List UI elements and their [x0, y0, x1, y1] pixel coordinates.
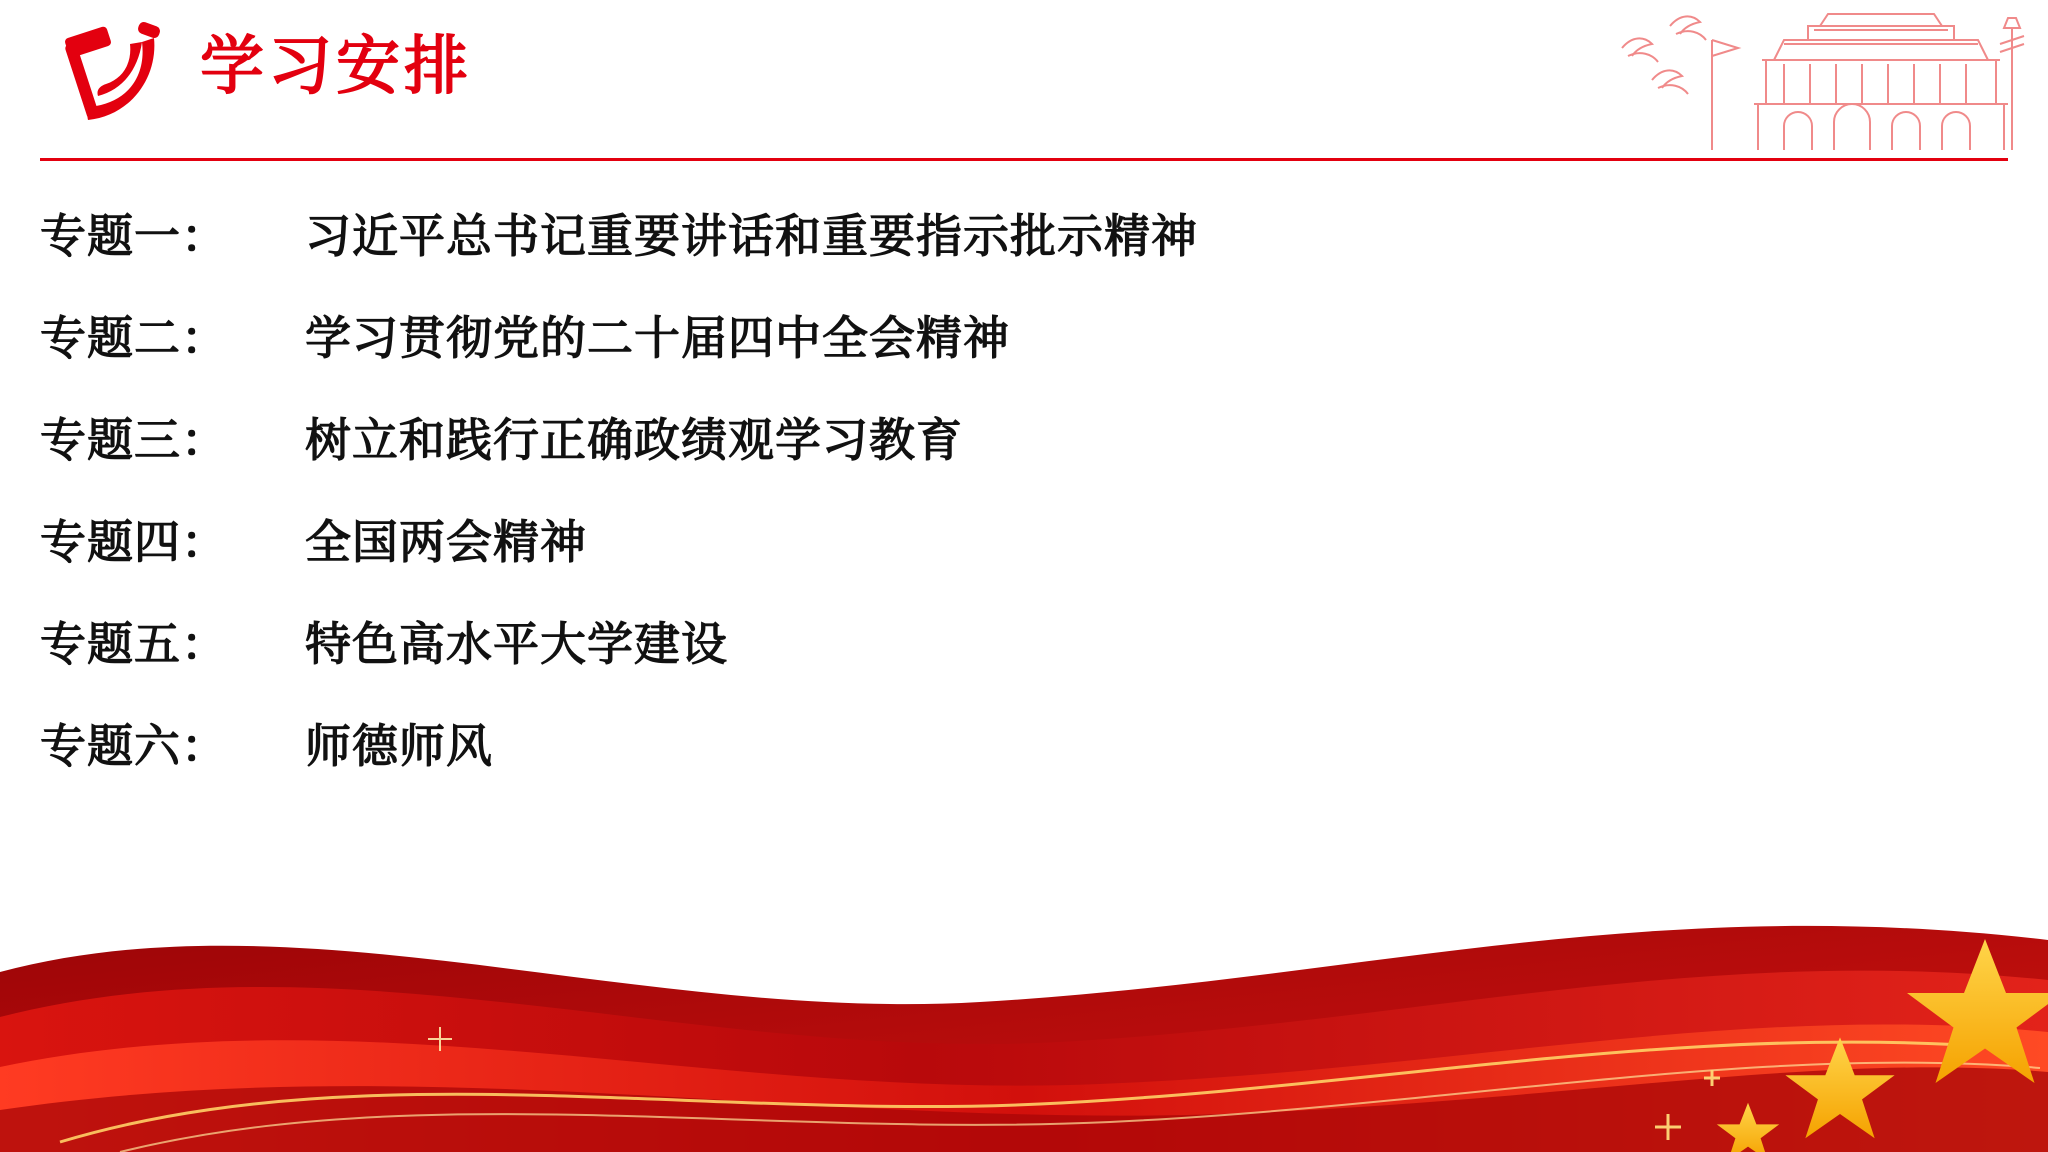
list-item — [40, 608, 1940, 674]
party-emblem-icon — [42, 16, 172, 136]
list-item — [40, 710, 1940, 776]
list-item — [40, 200, 1940, 266]
topic-label: 专题四： — [40, 516, 228, 568]
topic-text: 师德师风 — [305, 720, 493, 772]
list-item — [40, 302, 1940, 368]
slide-header — [0, 0, 2048, 160]
page-title: 学习安排 — [200, 30, 472, 102]
red-ribbon-stars-icon — [0, 852, 2048, 1152]
list-item — [40, 404, 1940, 470]
header-divider — [40, 158, 2008, 161]
list-item — [40, 506, 1940, 572]
tiananmen-doves-icon — [1608, 0, 2028, 160]
topic-text: 习近平总书记重要讲话和重要指示批示精神 — [305, 210, 1198, 262]
topic-label: 专题二： — [40, 312, 228, 364]
topic-list — [40, 200, 1940, 812]
topic-label: 专题六： — [40, 720, 228, 772]
topic-label: 专题一： — [40, 210, 228, 262]
topic-label: 专题三： — [40, 414, 228, 466]
topic-text: 特色高水平大学建设 — [305, 618, 728, 670]
topic-label: 专题五： — [40, 618, 228, 670]
topic-text: 学习贯彻党的二十届四中全会精神 — [305, 312, 1010, 364]
topic-text: 全国两会精神 — [305, 516, 587, 568]
topic-text: 树立和践行正确政绩观学习教育 — [305, 414, 963, 466]
